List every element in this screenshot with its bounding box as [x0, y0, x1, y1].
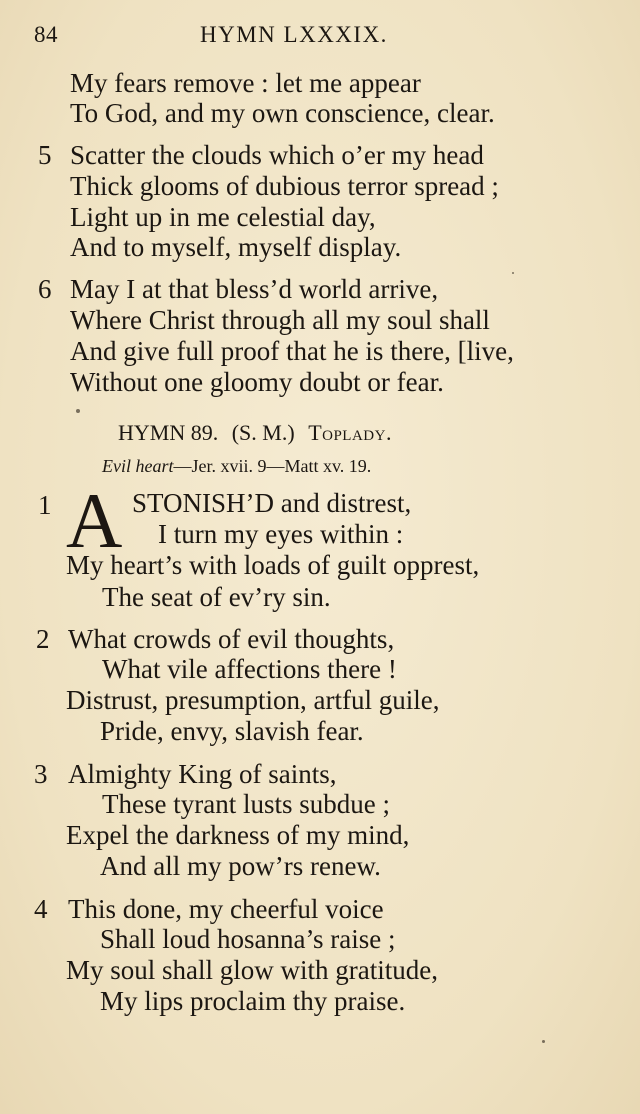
verse-line: What vile affections there !	[102, 654, 397, 684]
ink-speck	[542, 1040, 545, 1043]
verse-line: Pride, envy, slavish fear.	[100, 716, 364, 746]
verse-line: And all my pow’rs renew.	[100, 851, 381, 881]
verse-line: And give full proof that he is there, [live,	[70, 336, 514, 366]
verse-number: 2	[36, 624, 50, 654]
verse-line: Expel the darkness of my mind,	[66, 820, 410, 850]
verse-number: 5	[38, 140, 52, 170]
verse-line: What crowds of evil thoughts,	[68, 624, 395, 654]
drop-cap: A	[66, 477, 123, 564]
hymn-heading	[118, 420, 400, 446]
verse-line: Light up in me celestial day,	[70, 202, 376, 232]
verse-number: 4	[34, 894, 48, 924]
verse-number: 6	[38, 274, 52, 304]
verse-line: Without one gloomy doubt or fear.	[70, 367, 444, 397]
verse-number: 3	[34, 759, 48, 789]
verse-line: To God, and my own conscience, clear.	[70, 98, 495, 128]
verse-line: Scatter the clouds which o’er my head	[70, 140, 484, 170]
verse-line: Distrust, presumption, artful guile,	[66, 685, 440, 715]
verse-line: Thick glooms of dubious terror spread ;	[70, 171, 499, 201]
verse-line: STONISH’D and distrest,	[132, 488, 412, 518]
verse-line: Almighty King of saints,	[68, 759, 337, 789]
verse-line: May I at that bless’d world arrive,	[70, 274, 439, 304]
verse-line: My heart’s with loads of guilt opprest,	[66, 550, 480, 580]
hymn-title: HYMN 89.	[118, 420, 219, 445]
hymn-subheading	[102, 456, 371, 477]
verse-line: Where Christ through all my soul shall	[70, 305, 490, 335]
verse-line: And to myself, myself display.	[70, 232, 402, 262]
scripture-reference: —Jer. xvii. 9—Matt xv. 19.	[173, 456, 372, 476]
ink-speck	[76, 409, 80, 413]
hymn-topic: Evil heart	[102, 456, 174, 476]
hymn-meter: (S. M.)	[231, 420, 295, 445]
verse-line: Shall loud hosanna’s raise ;	[100, 924, 396, 954]
verse-line: My fears remove : let me appear	[70, 68, 421, 98]
verse-line: The seat of ev’ry sin.	[102, 582, 331, 612]
verse-line: These tyrant lusts subdue ;	[102, 789, 390, 819]
verse-line: I turn my eyes within :	[158, 519, 404, 549]
page-number: 84	[34, 22, 58, 47]
hymn-author: Toplady.	[308, 420, 392, 445]
verse-line: My soul shall glow with gratitude,	[66, 955, 438, 985]
verse-line: This done, my cheerful voice	[68, 894, 384, 924]
verse-number: 1	[38, 490, 52, 520]
ink-speck	[512, 272, 514, 274]
verse-line: My lips proclaim thy praise.	[100, 986, 406, 1016]
running-head: HYMN LXXXIX.	[200, 22, 388, 47]
